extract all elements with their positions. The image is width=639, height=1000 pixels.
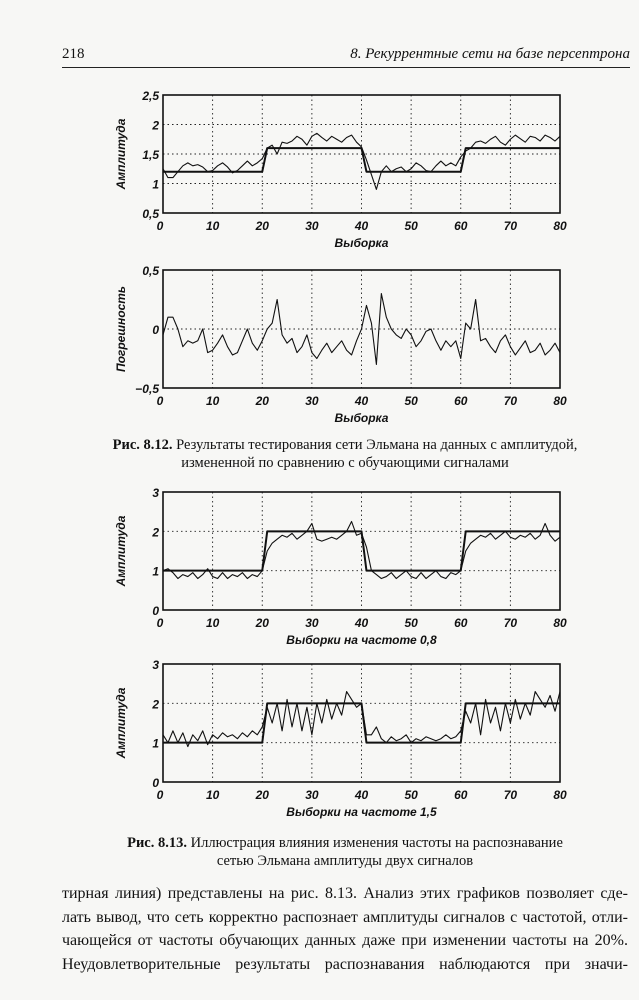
x-tick-label: 50 [404, 788, 418, 802]
x-tick-label: 0 [156, 394, 164, 408]
y-axis-label: Амплитуда [114, 118, 128, 190]
x-tick-label: 30 [305, 219, 319, 233]
x-tick-label: 10 [205, 394, 220, 408]
figure-8-13-label: Рис. 8.13. [127, 835, 187, 851]
y-axis-label: Погрешность [114, 285, 128, 373]
x-tick-label: 40 [354, 219, 369, 233]
x-tick-label: 50 [404, 394, 418, 408]
x-tick-label: 60 [454, 616, 468, 630]
x-tick-label: 50 [404, 219, 418, 233]
x-tick-label: 0 [156, 788, 164, 802]
x-tick-label: 30 [305, 394, 319, 408]
figure-8-12-label: Рис. 8.12. [112, 437, 173, 453]
y-tick-label: 2,5 [142, 89, 159, 103]
x-tick-label: 40 [354, 394, 369, 408]
x-tick-label: 80 [553, 219, 567, 233]
page-number: 218 [62, 46, 85, 62]
x-tick-label: 20 [255, 616, 269, 630]
body-paragraph [62, 882, 628, 976]
y-tick-label: 1 [152, 177, 159, 192]
y-tick-label: 3 [152, 658, 159, 672]
x-tick-label: 10 [205, 219, 220, 233]
figure-8-13-caption [60, 834, 630, 870]
x-tick-label: 60 [454, 219, 468, 233]
y-tick-label: 1,5 [142, 148, 159, 162]
figure-8-12-caption-line1: Результаты тестирования сети Эльмана на данных с амплитудой, [176, 437, 578, 453]
y-tick-label: 1 [152, 564, 159, 579]
x-tick-label: 80 [553, 788, 567, 802]
x-axis-label: Выборка [334, 411, 389, 425]
running-title: 8. Рекуррентные сети на базе персептрона [350, 46, 630, 62]
y-axis-label: Амплитуда [114, 687, 128, 759]
y-tick-label: 3 [152, 486, 159, 500]
body-line-3: чающейся от частоты обучающих данных даже при изменении частоты на 20%. [62, 932, 628, 949]
body-line-4: Неудовлетворительные результаты распознавания наблюдаются при значи- [62, 955, 628, 973]
y-tick-label: 2 [152, 525, 159, 540]
x-tick-label: 40 [354, 788, 369, 802]
y-tick-label: 0,5 [142, 207, 159, 221]
body-line-1: тирная линия) представлены на рис. 8.13. Анализ этих графиков позволяет сде- [62, 885, 628, 902]
x-tick-label: 60 [454, 394, 468, 408]
x-tick-label: 70 [503, 788, 518, 802]
y-tick-label: 2 [152, 697, 159, 712]
y-tick-label: −0,5 [135, 382, 159, 396]
y-tick-label: 1 [152, 736, 159, 751]
y-tick-label: 0,5 [142, 264, 159, 278]
x-tick-label: 60 [454, 788, 468, 802]
y-tick-label: 0 [152, 776, 159, 790]
body-line-2: лать вывод, что сеть корректно распознает амплитуды сигналов с частотой, отли- [62, 908, 628, 926]
x-tick-label: 0 [156, 616, 164, 630]
x-tick-label: 20 [255, 788, 269, 802]
x-tick-label: 70 [503, 394, 518, 408]
x-axis-label: Выборка [334, 236, 389, 250]
y-tick-label: 0 [152, 323, 159, 337]
x-tick-label: 30 [305, 616, 319, 630]
x-tick-label: 0 [156, 219, 164, 233]
x-axis-label: Выборки на частоте 1,5 [286, 805, 437, 819]
figure-8-12-caption-line2: измененной по сравнению с обучающими сигналами [181, 455, 509, 471]
x-tick-label: 40 [354, 616, 369, 630]
x-tick-label: 70 [503, 219, 518, 233]
x-tick-label: 10 [205, 616, 220, 630]
y-tick-label: 2 [152, 118, 159, 133]
x-tick-label: 80 [553, 616, 567, 630]
x-axis-label: Выборки на частоте 0,8 [286, 633, 437, 647]
x-tick-label: 80 [553, 394, 567, 408]
x-tick-label: 20 [255, 219, 269, 233]
x-tick-label: 20 [255, 394, 269, 408]
y-axis-label: Амплитуда [114, 515, 128, 587]
x-tick-label: 70 [503, 616, 518, 630]
figure-8-13-caption-line1: Иллюстрация влияния изменения частоты на распознавание [190, 835, 563, 851]
x-tick-label: 50 [404, 616, 418, 630]
x-tick-label: 30 [305, 788, 319, 802]
x-tick-label: 10 [205, 788, 220, 802]
figure-8-13-caption-line2: сетью Эльмана амплитуды двух сигналов [216, 853, 474, 869]
y-tick-label: 0 [152, 604, 159, 618]
